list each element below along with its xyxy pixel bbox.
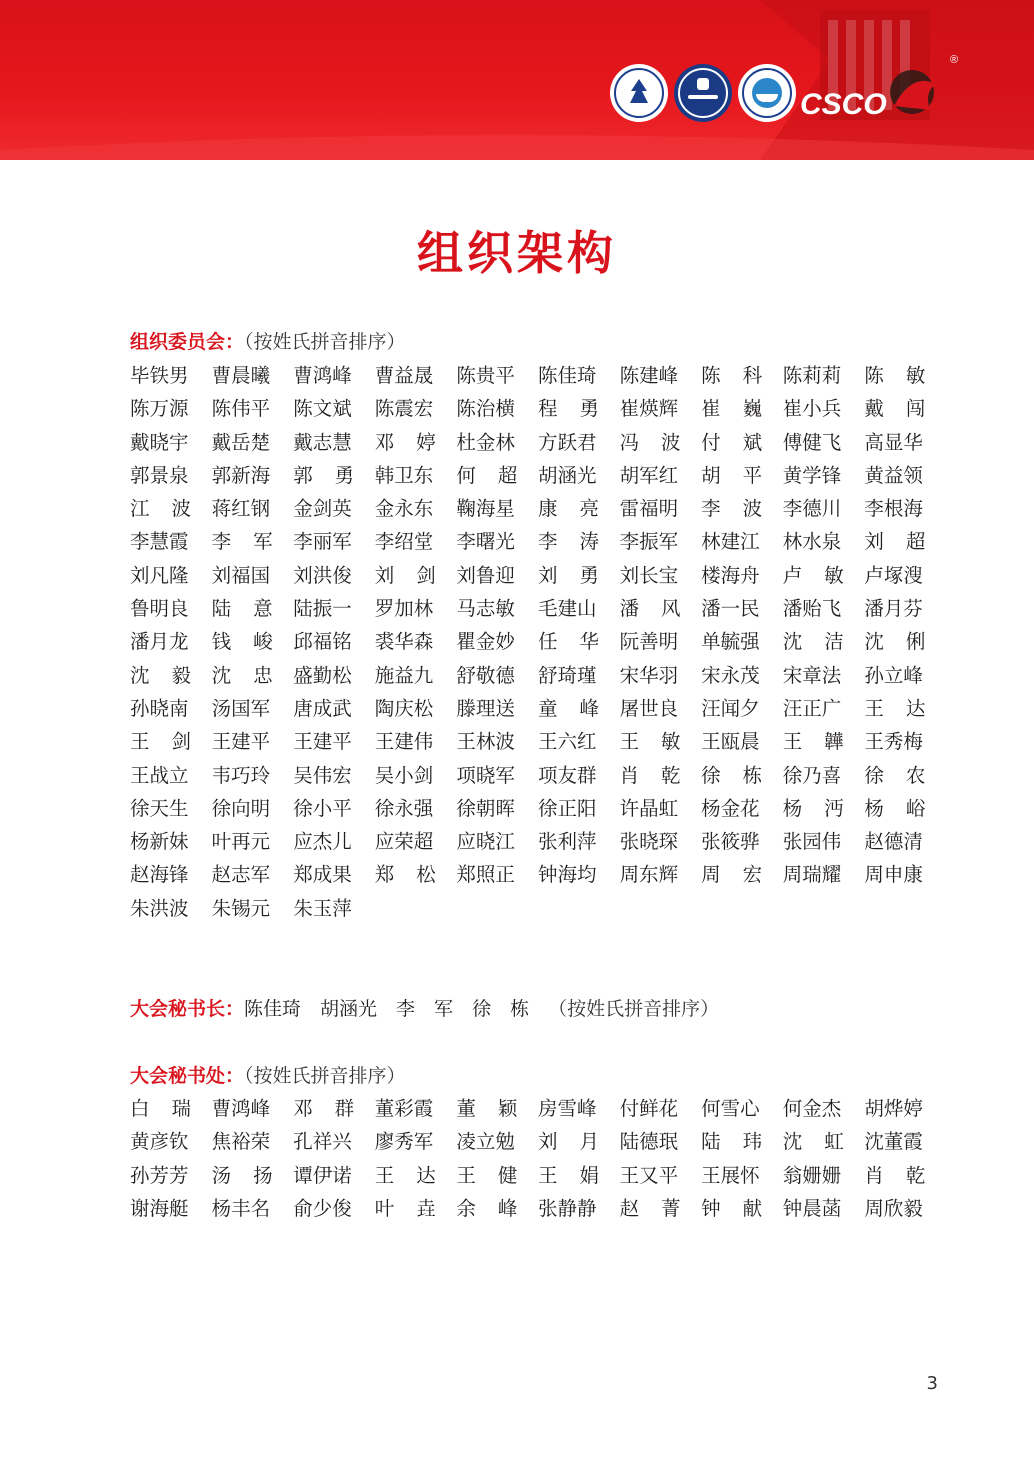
- name-cell: 楼海舟: [701, 563, 760, 587]
- name-cell: 沈 毅: [130, 663, 191, 687]
- page-title: 组织架构: [417, 226, 617, 280]
- name-cell: 王秀梅: [864, 730, 923, 754]
- name-cell: 孙晓南: [130, 696, 189, 720]
- name-cell: 李慧霞: [130, 530, 189, 554]
- name-cell: 徐朝晖: [456, 796, 515, 820]
- name-cell: 林建江: [701, 530, 760, 554]
- name-cell: 刘长宝: [619, 563, 679, 587]
- name-cell: 叶 垚: [374, 1196, 436, 1220]
- name-cell: 陈震宏: [374, 397, 434, 421]
- name-cell: 陈佳琦: [537, 364, 597, 387]
- name-cell: 许晶虹: [619, 796, 679, 820]
- name-cell: 潘 风: [619, 597, 681, 621]
- name-cell: 高显华: [864, 430, 923, 454]
- name-cell: 凌立勉: [456, 1130, 515, 1154]
- name-cell: 沈 洁: [782, 630, 844, 654]
- name-cell: 陈贵平: [456, 364, 515, 387]
- name-cell: 施益九: [374, 663, 434, 687]
- secretariat-note: （按姓氏拼音排序）: [244, 1065, 406, 1087]
- name-cell: 沈 虹: [782, 1130, 844, 1154]
- name-cell: 韩卫东: [374, 463, 434, 487]
- name-cell: 郭新海: [211, 463, 271, 487]
- name-cell: 王战立: [130, 763, 189, 787]
- name-cell: 应晓江: [456, 830, 515, 854]
- name-cell: 金剑英: [293, 497, 352, 521]
- name-cell: 宋章法: [782, 663, 842, 687]
- name-cell: 王 达: [374, 1163, 436, 1187]
- name-cell: 郑照正: [456, 863, 515, 887]
- name-cell: 冯 波: [619, 430, 681, 454]
- name-cell: 李曙光: [456, 530, 515, 554]
- name-cell: 陶庆松: [374, 696, 434, 720]
- name-cell: 徐 栋: [701, 763, 763, 787]
- name-cell: 戴岳楚: [211, 430, 271, 454]
- page-number: 3: [926, 1373, 938, 1394]
- name-cell: 卢 敏: [782, 563, 844, 587]
- name-cell: 刘 勇: [537, 563, 599, 587]
- name-cell: 滕理送: [456, 696, 515, 720]
- name-cell: 钟海均: [537, 863, 597, 887]
- name-cell: 吴伟宏: [293, 763, 352, 787]
- name-cell: 周瑞耀: [782, 863, 842, 887]
- name-cell: 王 健: [456, 1163, 518, 1187]
- name-cell: 曹鸿峰: [293, 364, 352, 387]
- name-cell: 郑成果: [293, 863, 352, 887]
- secretary-general-names: [244, 998, 548, 1020]
- name-cell: 孔祥兴: [293, 1130, 352, 1154]
- name-cell: 沈董霞: [864, 1130, 923, 1154]
- name-cell: 胡军红: [619, 463, 679, 487]
- name-cell: 孙芳芳: [130, 1163, 189, 1187]
- hospital-seal-icon: [674, 64, 732, 122]
- csco-emblem-icon: [880, 62, 950, 118]
- name-cell: 徐 农: [864, 763, 926, 787]
- name-cell: 廖秀军: [374, 1130, 434, 1154]
- name-cell: 陆 玮: [701, 1130, 763, 1154]
- name-cell: 程 勇: [537, 397, 599, 421]
- name-cell: 单毓强: [701, 630, 760, 654]
- name-cell: 胡 平: [701, 463, 763, 487]
- name-cell: 朱洪波: [130, 896, 189, 920]
- name-cell: 王展怀: [701, 1163, 760, 1187]
- secretary-general-name: 陈佳琦: [244, 998, 302, 1020]
- name-cell: 韦巧玲: [211, 763, 271, 787]
- name-cell: 胡烨婷: [864, 1097, 923, 1120]
- name-cell: 任 华: [537, 630, 599, 654]
- name-cell: 王 敏: [619, 730, 681, 754]
- name-cell: 盛勤松: [293, 663, 352, 687]
- name-cell: 郭景泉: [130, 463, 189, 487]
- name-cell: 崔 巍: [701, 397, 763, 421]
- name-cell: 阮善明: [619, 630, 679, 654]
- header-banner: [0, 0, 1034, 160]
- name-cell: 陈伟平: [211, 397, 271, 421]
- name-cell: 余 峰: [456, 1196, 518, 1220]
- name-cell: 杜金林: [456, 430, 515, 454]
- name-cell: 白 瑞: [130, 1097, 191, 1120]
- secretary-general-heading: [130, 995, 719, 1023]
- name-cell: 杨新妹: [130, 830, 189, 854]
- name-cell: 崔小兵: [782, 397, 842, 421]
- committee-note: （按姓氏拼音排序）: [244, 331, 406, 353]
- name-cell: 刘鲁迎: [456, 563, 515, 587]
- name-cell: 宋华羽: [619, 663, 679, 687]
- name-cell: 毕铁男: [130, 364, 189, 387]
- secretary-general-name: 胡涵光: [320, 998, 378, 1020]
- name-cell: 钟晨菡: [782, 1196, 842, 1220]
- name-cell: 刘 月: [537, 1130, 599, 1154]
- name-cell: 舒琦瑾: [537, 663, 597, 687]
- name-cell: 王 韡: [782, 730, 844, 754]
- name-cell: 汪正广: [782, 696, 842, 720]
- name-cell: 曹晨曦: [211, 364, 271, 387]
- name-cell: 陈治横: [456, 397, 515, 421]
- name-cell: 汤国军: [211, 696, 271, 720]
- name-cell: 何 超: [456, 463, 518, 487]
- name-cell: 杨丰名: [211, 1196, 271, 1220]
- name-cell: 李 波: [701, 497, 763, 521]
- name-cell: 陈莉莉: [782, 364, 842, 387]
- name-cell: 陈 科: [701, 364, 763, 387]
- name-cell: 应杰儿: [293, 830, 352, 854]
- registered-mark: ®: [950, 54, 959, 66]
- name-cell: 雷福明: [619, 497, 679, 521]
- name-cell: 戴 闯: [864, 397, 926, 421]
- name-cell: 张晓琛: [619, 830, 679, 854]
- name-cell: 项友群: [537, 763, 597, 787]
- name-cell: 肖 乾: [864, 1163, 926, 1187]
- name-cell: 王瓯晨: [701, 730, 760, 754]
- name-cell: 周申康: [864, 863, 923, 887]
- name-cell: 谢海艇: [130, 1196, 189, 1220]
- name-cell: 潘一民: [701, 597, 760, 621]
- name-cell: 朱玉萍: [293, 896, 352, 920]
- name-cell: 胡涵光: [537, 463, 597, 487]
- name-cell: 李 涛: [537, 530, 599, 554]
- name-cell: 刘 剑: [374, 563, 436, 587]
- name-cell: 崔煐辉: [619, 397, 679, 421]
- name-cell: 蒋红钢: [211, 497, 271, 521]
- csco-logo-text: CSCO: [800, 88, 887, 121]
- name-cell: 黄益领: [864, 463, 923, 487]
- name-cell: 陈文斌: [293, 397, 352, 421]
- name-cell: 付鲜花: [619, 1097, 679, 1120]
- name-cell: 林水泉: [782, 530, 842, 554]
- name-cell: 曹益晟: [374, 364, 434, 387]
- committee-heading: [130, 328, 406, 356]
- name-cell: 杨 沔: [782, 796, 844, 820]
- name-cell: 李 军: [211, 530, 273, 554]
- name-cell: 张园伟: [782, 830, 842, 854]
- name-cell: 李振军: [619, 530, 679, 554]
- name-cell: 戴志慧: [293, 430, 352, 454]
- name-cell: 王林波: [456, 730, 515, 754]
- name-cell: 潘月龙: [130, 630, 189, 654]
- name-cell: 王 娟: [537, 1163, 599, 1187]
- name-cell: 陆 意: [211, 597, 273, 621]
- name-cell: 唐成武: [293, 696, 352, 720]
- name-cell: 陆德珉: [619, 1130, 679, 1154]
- name-cell: 何金杰: [782, 1097, 842, 1120]
- name-cell: 徐乃喜: [782, 763, 842, 787]
- name-cell: 金永东: [374, 497, 434, 521]
- name-cell: 张筱骅: [701, 830, 760, 854]
- name-cell: 杨金花: [701, 796, 760, 820]
- name-cell: 方跃君: [537, 430, 597, 454]
- name-cell: 陈建峰: [619, 364, 679, 387]
- name-cell: 陈万源: [130, 397, 189, 421]
- name-cell: 叶再元: [211, 830, 271, 854]
- name-cell: 刘 超: [864, 530, 926, 554]
- name-cell: 王六红: [537, 730, 597, 754]
- name-cell: 鞠海星: [456, 497, 515, 521]
- name-cell: 吴小剑: [374, 763, 434, 787]
- name-cell: 王 剑: [130, 730, 191, 754]
- name-cell: 屠世良: [619, 696, 679, 720]
- name-cell: 黄学锋: [782, 463, 842, 487]
- secretariat-heading: [130, 1062, 406, 1090]
- name-cell: 房雪峰: [537, 1097, 597, 1120]
- name-cell: 李丽军: [293, 530, 352, 554]
- name-cell: 赵志军: [211, 863, 271, 887]
- name-cell: 徐天生: [130, 796, 189, 820]
- name-cell: 戴晓宇: [130, 430, 189, 454]
- name-cell: 周东辉: [619, 863, 679, 887]
- zhejiang-university-seal-icon: [610, 64, 668, 122]
- name-cell: 宋永茂: [701, 663, 760, 687]
- name-cell: 郑 松: [374, 863, 436, 887]
- secretary-general-name: 徐 栋: [472, 998, 530, 1020]
- name-cell: 邓 婷: [374, 430, 436, 454]
- name-cell: 鲁明良: [130, 597, 189, 621]
- name-cell: 童 峰: [537, 696, 599, 720]
- secretary-general-note: （按姓氏拼音排序）: [548, 998, 720, 1020]
- secretary-general-label: 大会秘书长：: [130, 998, 245, 1020]
- name-cell: 赵德清: [864, 830, 923, 854]
- name-cell: 沈 俐: [864, 630, 926, 654]
- name-cell: 俞少俊: [293, 1196, 352, 1220]
- name-cell: 汪闻夕: [701, 696, 760, 720]
- logo-strip: [610, 54, 990, 124]
- name-cell: 谭伊诺: [293, 1163, 352, 1187]
- name-cell: 傅健飞: [782, 430, 842, 454]
- association-seal-icon: [738, 64, 796, 122]
- name-cell: 江 波: [130, 497, 191, 521]
- name-cell: 李绍堂: [374, 530, 434, 554]
- name-cell: 潘贻飞: [782, 597, 842, 621]
- name-cell: 周 宏: [701, 863, 763, 887]
- name-cell: 付 斌: [701, 430, 763, 454]
- name-cell: 徐正阳: [537, 796, 597, 820]
- name-cell: 裘华森: [374, 630, 434, 654]
- name-cell: 汤 扬: [211, 1163, 273, 1187]
- name-cell: 徐永强: [374, 796, 434, 820]
- name-cell: 潘月芬: [864, 597, 923, 621]
- name-cell: 刘凡隆: [130, 563, 189, 587]
- name-cell: 王建平: [211, 730, 271, 754]
- name-cell: 朱锡元: [211, 896, 271, 920]
- name-cell: 康 亮: [537, 497, 599, 521]
- name-cell: 邱福铭: [293, 630, 352, 654]
- name-cell: 杨 峪: [864, 796, 926, 820]
- name-cell: 毛建山: [537, 597, 597, 621]
- name-cell: 陆振一: [293, 597, 352, 621]
- name-cell: 应荣超: [374, 830, 434, 854]
- name-cell: 王又平: [619, 1163, 679, 1187]
- name-cell: 曹鸿峰: [211, 1097, 271, 1120]
- name-cell: 项晓军: [456, 763, 515, 787]
- name-cell: 王 达: [864, 696, 926, 720]
- name-cell: 李德川: [782, 497, 842, 521]
- name-cell: 卢塚溲: [864, 563, 923, 587]
- name-cell: 沈 忠: [211, 663, 273, 687]
- name-cell: 何雪心: [701, 1097, 760, 1120]
- name-cell: 周欣毅: [864, 1196, 923, 1220]
- committee-label: 组织委员会：: [130, 331, 245, 353]
- name-cell: 肖 乾: [619, 763, 681, 787]
- name-cell: 刘福国: [211, 563, 271, 587]
- committee-name-grid: [130, 359, 930, 925]
- name-cell: 罗加林: [374, 597, 434, 621]
- secretariat-label: 大会秘书处：: [130, 1065, 245, 1087]
- name-cell: 张静静: [537, 1196, 597, 1220]
- name-cell: 张利萍: [537, 830, 597, 854]
- name-cell: 舒敬德: [456, 663, 515, 687]
- name-cell: 马志敏: [456, 597, 515, 621]
- name-cell: 刘洪俊: [293, 563, 352, 587]
- name-cell: 郭 勇: [293, 463, 355, 487]
- name-cell: 赵海锋: [130, 863, 189, 887]
- name-cell: 陈 敏: [864, 364, 926, 387]
- name-cell: 徐小平: [293, 796, 352, 820]
- name-cell: 翁姗姗: [782, 1163, 842, 1187]
- name-cell: 焦裕荣: [211, 1130, 271, 1154]
- name-cell: 李根海: [864, 497, 923, 521]
- name-cell: 董 颖: [456, 1097, 518, 1120]
- name-cell: 赵 菁: [619, 1196, 681, 1220]
- name-cell: 钟 献: [701, 1196, 763, 1220]
- name-cell: 黄彦钦: [130, 1130, 189, 1154]
- name-cell: 董彩霞: [374, 1097, 434, 1120]
- name-cell: 钱 峻: [211, 630, 273, 654]
- secretariat-name-grid: [130, 1092, 930, 1225]
- name-cell: 王建平: [293, 730, 352, 754]
- name-cell: 王建伟: [374, 730, 434, 754]
- name-cell: 邓 群: [293, 1097, 355, 1120]
- secretary-general-name: 李 军: [396, 998, 454, 1020]
- name-cell: 孙立峰: [864, 663, 923, 687]
- name-cell: 瞿金妙: [456, 630, 515, 654]
- name-cell: 徐向明: [211, 796, 271, 820]
